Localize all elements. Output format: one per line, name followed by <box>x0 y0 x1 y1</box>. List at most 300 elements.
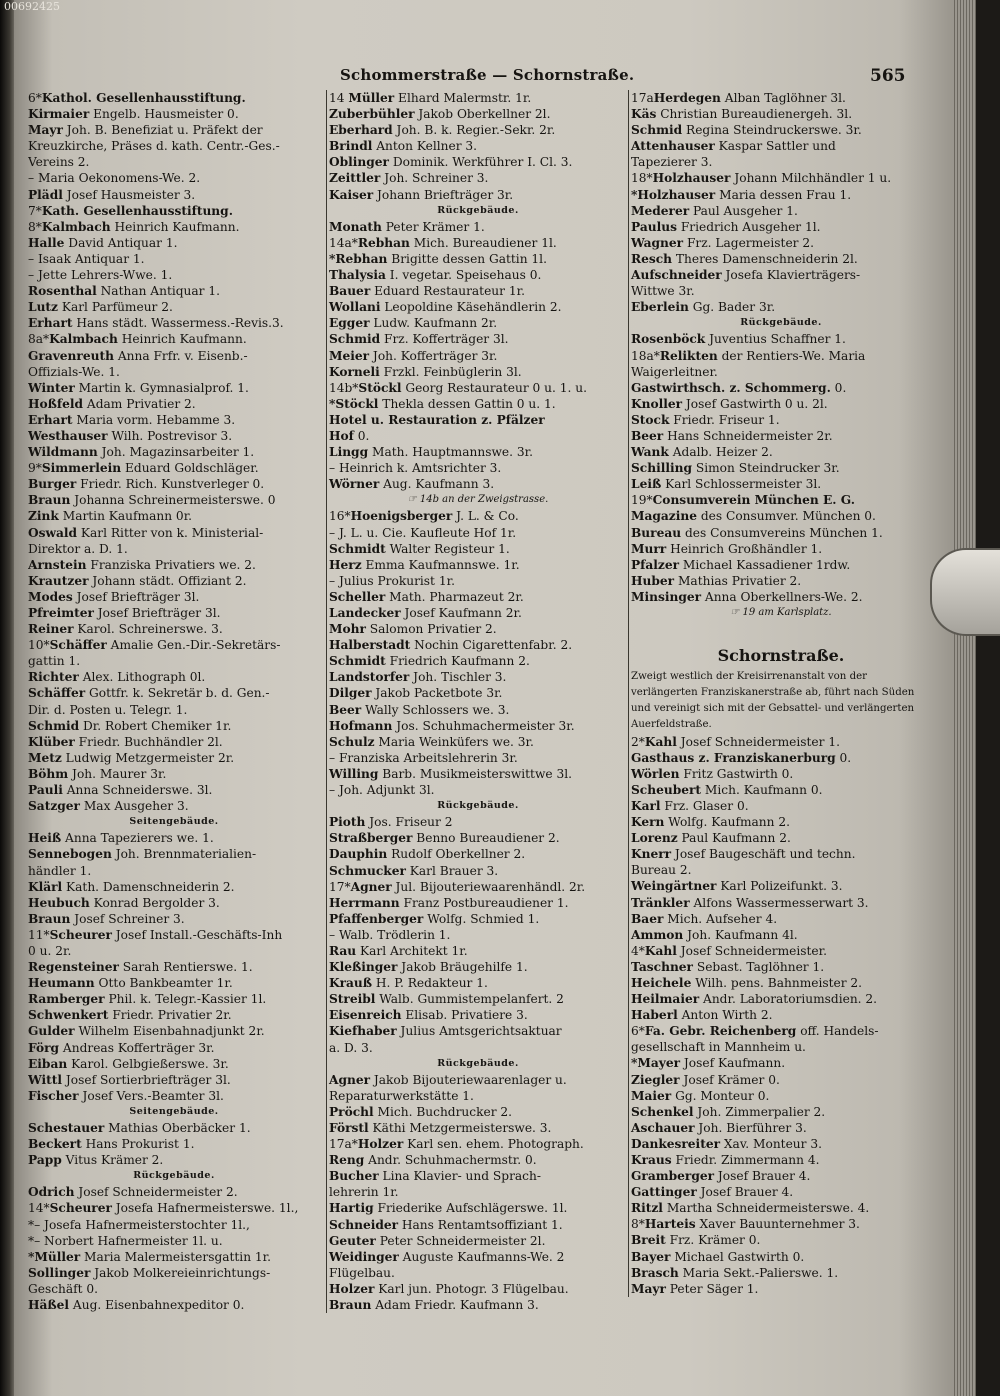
directory-entry <box>28 203 320 219</box>
entry-detail: Friedr. Buchhändler 2l. <box>74 734 223 749</box>
house-number: 19* <box>631 493 653 508</box>
entry-detail: Joh. Schreiner 3. <box>380 171 489 186</box>
directory-entry <box>329 1023 627 1039</box>
entry-name: Gulder <box>28 1024 75 1039</box>
entry-detail: Wilhelm Eisenbahnadjunkt 2r. <box>74 1024 265 1039</box>
directory-entry <box>329 863 627 879</box>
directory-entry <box>631 878 931 894</box>
entry-name: Klärl <box>28 879 63 894</box>
directory-entry <box>28 1104 320 1120</box>
entry-detail: Joh. Bierführer 3. <box>694 1120 807 1135</box>
entry-detail: Jul. Bijouteriewaarenhändl. 2r. <box>391 879 586 894</box>
directory-entry <box>631 219 931 235</box>
entry-detail: Heinrich Kaufmann. <box>110 219 240 234</box>
directory-entry <box>28 814 320 830</box>
entry-name: Pioth <box>329 815 366 830</box>
entry-name: Minsinger <box>631 589 702 604</box>
entry-detail: Mich. Kaufmann 0. <box>701 782 823 797</box>
house-number: 17a <box>631 91 654 105</box>
directory-entry <box>329 1104 627 1120</box>
entry-name: Papp <box>28 1153 62 1168</box>
entry-detail: Joh. Kofferträger 3r. <box>369 348 498 363</box>
entry-detail: Direktor a. D. 1. <box>28 541 128 556</box>
entry-name: Zuberbühler <box>329 107 415 122</box>
entry-name: Ziegler <box>631 1072 680 1087</box>
directory-entry <box>631 396 931 412</box>
entry-detail: Peter Säger 1. <box>665 1281 759 1296</box>
entry-name: Weingärtner <box>631 879 717 894</box>
entry-detail: Seitengebäude. <box>129 816 219 828</box>
directory-entry <box>631 315 931 331</box>
entry-detail: Gg. Monteur 0. <box>671 1088 770 1103</box>
entry-detail: Kaspar Sattler und <box>714 139 836 154</box>
directory-entry <box>28 605 320 621</box>
entry-name: Kathol. Gesellenhausstiftung. <box>41 91 246 105</box>
entry-detail: Eduard Restaurateur 1r. <box>370 284 525 299</box>
directory-entry <box>329 943 627 959</box>
entry-name: Satzger <box>28 799 80 814</box>
entry-name: Straßberger <box>329 831 413 846</box>
directory-entry <box>631 444 931 460</box>
entry-name: Gramberger <box>631 1169 715 1184</box>
directory-column-2 <box>326 90 627 1313</box>
directory-entry <box>329 1007 627 1023</box>
entry-name: Ritzl <box>631 1201 663 1216</box>
entry-detail: Friedr. Rich. Kunstverleger 0. <box>76 477 265 492</box>
directory-entry <box>631 1232 931 1248</box>
directory-entry <box>329 959 627 975</box>
entry-name: Lutz <box>28 300 58 315</box>
house-number: 8* <box>28 219 42 234</box>
directory-entry <box>28 428 320 444</box>
entry-detail: Engelb. Hausmeister 0. <box>89 107 239 122</box>
entry-name: Egger <box>329 316 370 331</box>
entry-detail: – Maria Oekonomens-We. 2. <box>28 171 201 186</box>
entry-name: Schäffer <box>49 638 107 653</box>
entry-name: Hoßfeld <box>28 396 84 411</box>
entry-detail: I. vegetar. Speisehaus 0. <box>385 268 542 283</box>
entry-name: Ramberger <box>28 992 105 1007</box>
directory-entry <box>28 1200 320 1216</box>
directory-entry <box>631 846 931 862</box>
entry-detail: Karol. Gelbgießerswe. 3r. <box>67 1056 229 1071</box>
entry-detail: Andr. Laboratoriumsdien. 2. <box>699 992 878 1007</box>
entry-detail: gesellschaft in Mannheim u. <box>631 1040 806 1055</box>
entry-detail: Gg. Bader 3r. <box>688 300 776 315</box>
directory-entry <box>329 814 627 830</box>
entry-name: Ammon <box>631 927 684 942</box>
entry-detail: Mich. Bureaudiener 1l. <box>409 235 557 250</box>
entry-name: Schulz <box>329 734 375 749</box>
entry-name: Mayr <box>28 123 63 138</box>
directory-entry <box>329 106 627 122</box>
entry-detail: Auguste Kaufmanns-We. 2 <box>398 1249 565 1264</box>
directory-entry <box>28 1265 320 1281</box>
entry-detail: Benno Bureaudiener 2. <box>412 831 560 846</box>
entry-detail: Seitengebäude. <box>129 1105 219 1117</box>
entry-name: Krauß <box>329 976 373 991</box>
entry-detail: Michael Gastwirth 0. <box>670 1249 805 1264</box>
entry-detail: Maria vorm. Hebamme 3. <box>72 412 236 427</box>
directory-entry <box>631 476 931 492</box>
directory-entry <box>329 669 627 685</box>
entry-detail: Brigitte dessen Gattin 1l. <box>387 251 547 266</box>
directory-entry <box>631 299 931 315</box>
directory-entry <box>329 1217 627 1233</box>
entry-detail: Martin k. Gymnasialprof. 1. <box>74 380 249 395</box>
entry-name: Braun <box>28 493 71 508</box>
entry-detail: Joh. Zimmerpalier 2. <box>693 1104 826 1119</box>
entry-name: Murr <box>631 541 667 556</box>
entry-detail: Aug. Eisenbahnexpeditor 0. <box>69 1298 245 1313</box>
entry-name: Wollani <box>329 300 381 315</box>
entry-detail: händler 1. <box>28 863 92 878</box>
entry-detail: Anton Kellner 3. <box>372 139 478 154</box>
directory-entry <box>631 798 931 814</box>
entry-name: Kleßinger <box>329 960 398 975</box>
directory-entry <box>631 991 931 1007</box>
entry-detail: Julius Amtsgerichtsaktuar <box>396 1024 562 1039</box>
entry-name: Schestauer <box>28 1121 105 1135</box>
house-number: 14* <box>28 1201 50 1216</box>
directory-entry <box>631 1104 931 1120</box>
entry-detail: Wilh. pens. Bahnmeister 2. <box>691 975 863 990</box>
entry-detail: Heinrich Kaufmann. <box>117 332 247 347</box>
directory-entry <box>28 637 320 653</box>
directory-entry <box>28 734 320 750</box>
entry-detail: Josef Schneidermeister 2. <box>74 1185 238 1200</box>
directory-entry <box>28 251 320 267</box>
directory-entry <box>28 331 320 347</box>
entry-name: Schenkel <box>631 1104 694 1119</box>
entry-detail: Frz. Kofferträger 3l. <box>380 332 509 347</box>
entry-detail: Josef Hausmeister 3. <box>62 187 196 202</box>
directory-entry <box>329 557 627 573</box>
entry-name: Weidinger <box>329 1249 399 1264</box>
entry-detail: Josef Brauer 4. <box>696 1185 794 1200</box>
directory-entry <box>631 364 931 380</box>
directory-entry <box>28 782 320 798</box>
directory-entry <box>631 1023 931 1039</box>
entry-detail: Friedrich Kaufmann 2. <box>385 654 530 669</box>
entry-detail: Frzkl. Feinbüglerin 3l. <box>379 364 522 379</box>
directory-entry <box>28 1040 320 1056</box>
directory-entry <box>631 460 931 476</box>
directory-entry <box>28 621 320 637</box>
entry-name: Harteis <box>644 1217 696 1232</box>
entry-detail: Josef Krämer 0. <box>679 1072 780 1087</box>
entry-name: Beer <box>631 428 664 443</box>
directory-entry <box>28 235 320 251</box>
directory-entry <box>28 170 320 186</box>
directory-entry <box>631 814 931 830</box>
entry-detail: Frz. Glaser 0. <box>660 798 749 813</box>
entry-name: Fischer <box>28 1088 79 1103</box>
entry-detail: verlängerten Franziskanerstraße ab, führt nach Süden <box>631 687 915 699</box>
corner-code: 00692425 <box>4 0 60 13</box>
directory-entry <box>631 782 931 798</box>
entry-name: Kahl <box>644 943 677 958</box>
entry-detail: Maria Weinküfers we. 3r. <box>374 734 534 749</box>
entry-detail: Karl Brauer 3. <box>405 863 499 878</box>
entry-name: *Mayer <box>631 1056 681 1071</box>
directory-entry <box>631 235 931 251</box>
directory-entry <box>28 348 320 364</box>
entry-name: Agner <box>329 1072 371 1087</box>
entry-detail: der Rentiers-We. Maria <box>717 348 866 363</box>
directory-entry <box>631 1200 931 1216</box>
entry-detail: 0. <box>353 428 370 443</box>
directory-entry <box>631 701 931 717</box>
entry-detail: Schornstraße. <box>717 646 845 666</box>
entry-name: Rosenthal <box>28 284 97 299</box>
directory-entry <box>329 766 627 782</box>
entry-name: Fa. Gebr. Reichenberg <box>644 1024 797 1039</box>
entry-detail: Rudolf Oberkellner 2. <box>387 847 526 862</box>
entry-detail: Martin Kaufmann 0r. <box>58 509 193 524</box>
entry-detail: – Isaak Antiquar 1. <box>28 251 145 266</box>
entry-detail: 0. <box>830 380 847 395</box>
directory-entry <box>28 991 320 1007</box>
entry-detail: Josefa Klavierträgers- <box>721 268 861 283</box>
entry-detail: Joh. Magazinsarbeiter 1. <box>97 445 255 460</box>
entry-name: Heichele <box>631 975 692 990</box>
entry-detail: Jos. Friseur 2 <box>365 815 453 830</box>
directory-entry <box>28 525 320 541</box>
entry-detail: Kreuzkirche, Präses d. kath. Centr.-Ges.- <box>28 139 280 154</box>
entry-name: Hof <box>329 428 354 443</box>
directory-entry <box>631 348 931 364</box>
entry-detail: Karl Polizeifunkt. 3. <box>716 879 843 894</box>
entry-detail: Dominik. Werkführer I. Cl. 3. <box>388 155 573 170</box>
directory-entry <box>28 573 320 589</box>
entry-name: Resch <box>631 251 673 266</box>
directory-entry <box>329 685 627 701</box>
directory-entry <box>329 476 627 492</box>
entry-detail: Friederike Aufschlägerswe. 1l. <box>373 1201 568 1216</box>
entry-name: Brindl <box>329 139 373 154</box>
entry-detail: Joh. Kaufmann 4l. <box>683 927 798 942</box>
entry-name: Sollinger <box>28 1265 91 1280</box>
directory-entry <box>329 1200 627 1216</box>
entry-detail: Fritz Gastwirth 0. <box>679 766 794 781</box>
directory-entry <box>28 1297 320 1313</box>
entry-name: Kiefhaber <box>329 1024 397 1039</box>
entry-name: Eiban <box>28 1056 68 1071</box>
directory-entry <box>631 1136 931 1152</box>
directory-entry <box>631 1184 931 1200</box>
entry-name: Aufschneider <box>631 268 722 283</box>
entry-name: Lingg <box>329 445 369 460</box>
entry-detail: Josef Install.-Geschäfts-Inh <box>111 927 283 942</box>
entry-name: Müller <box>348 91 395 105</box>
entry-name: Kirmaier <box>28 107 90 122</box>
directory-entry <box>329 911 627 927</box>
entry-name: Tränkler <box>631 895 690 910</box>
entry-name: Krautzer <box>28 573 89 588</box>
entry-detail: Maria Sekt.-Palierswe. 1. <box>678 1265 839 1280</box>
entry-detail: Joh. B. k. Regier.-Sekr. 2r. <box>392 123 556 138</box>
entry-detail: Paul Ausgeher 1. <box>689 203 798 218</box>
entry-detail: Tapezierer 3. <box>631 155 713 170</box>
entry-detail: 0. <box>835 750 852 765</box>
entry-detail: Bureau 2. <box>631 863 692 878</box>
entry-detail: Rückgebäude. <box>437 800 519 812</box>
entry-name: Schmidt <box>329 541 386 556</box>
entry-name: Pröchl <box>329 1104 374 1119</box>
entry-detail: Joh. Brennmaterialien- <box>111 847 257 862</box>
directory-entry <box>28 959 320 975</box>
entry-name: Arnstein <box>28 557 87 572</box>
entry-detail: – Joh. Adjunkt 3l. <box>329 783 435 798</box>
entry-detail: Lina Klavier- und Sprach- <box>378 1169 541 1184</box>
entry-name: Metz <box>28 750 62 765</box>
entry-detail: Anna Schneiderswe. 3l. <box>62 783 213 798</box>
entry-detail: Jos. Schuhmachermeister 3r. <box>392 718 575 733</box>
entry-detail: Theres Damenschneiderin 2l. <box>672 251 858 266</box>
entry-name: Schmidt <box>329 654 386 669</box>
entry-detail: Dr. Robert Chemiker 1r. <box>79 718 232 733</box>
directory-entry <box>329 460 627 476</box>
entry-name: Dilger <box>329 686 372 701</box>
directory-entry <box>329 637 627 653</box>
entry-detail: und vereinigt sich mit der Gebsattel- und verlängerten <box>631 703 915 715</box>
entry-name: Häßel <box>28 1298 70 1313</box>
directory-entry <box>329 396 627 412</box>
entry-detail: David Antiquar 1. <box>64 235 178 250</box>
house-number: 18a* <box>631 348 660 363</box>
directory-entry <box>329 492 627 508</box>
entry-name: Scheurer <box>49 1201 112 1216</box>
entry-name: Haberl <box>631 1008 678 1023</box>
directory-entry <box>329 879 627 895</box>
entry-detail: Dir. d. Posten u. Telegr. 1. <box>28 702 188 717</box>
directory-entry <box>28 460 320 476</box>
directory-entry <box>631 1007 931 1023</box>
entry-detail: des Consumvereins München 1. <box>681 525 883 540</box>
entry-detail: H. P. Redakteur 1. <box>372 976 488 991</box>
directory-entry <box>329 428 627 444</box>
entry-detail: Adalb. Heizer 2. <box>668 445 773 460</box>
entry-name: Herrmann <box>329 895 400 910</box>
house-number: 11* <box>28 927 50 942</box>
house-number: 17a* <box>329 1137 358 1152</box>
entry-name: Wagner <box>631 235 684 250</box>
directory-entry <box>329 1281 627 1297</box>
entry-detail: Salomon Privatier 2. <box>365 622 497 637</box>
directory-entry <box>28 315 320 331</box>
directory-entry <box>631 1039 931 1055</box>
entry-name: Käs <box>631 107 657 122</box>
directory-entry <box>329 444 627 460</box>
entry-detail: Eduard Goldschläger. <box>121 461 259 476</box>
entry-detail: Josefa Hafnermeisterswe. 1l., <box>111 1201 299 1216</box>
directory-entry <box>631 605 931 621</box>
directory-entry <box>329 1297 627 1313</box>
entry-name: Holzer <box>357 1137 404 1152</box>
entry-name: Förstl <box>329 1121 369 1135</box>
entry-detail: Anna Oberkellners-We. 2. <box>701 589 863 604</box>
entry-detail: Martha Schneidermeisterswe. 4. <box>662 1201 870 1216</box>
directory-entry <box>631 943 931 959</box>
entry-detail: Adam Privatier 2. <box>83 396 196 411</box>
directory-entry <box>631 927 931 943</box>
directory-entry <box>631 267 931 283</box>
entry-name: Meier <box>329 348 370 363</box>
house-number: 14 <box>329 91 349 105</box>
directory-entry <box>631 685 931 701</box>
entry-detail: Mich. Aufseher 4. <box>663 911 778 926</box>
house-number: 6* <box>631 1024 645 1039</box>
entry-name: Winter <box>28 380 75 395</box>
entry-name: Böhm <box>28 766 69 781</box>
entry-name: Beer <box>329 702 362 717</box>
entry-detail: gattin 1. <box>28 654 81 669</box>
entry-detail: Konrad Bergolder 3. <box>89 895 220 910</box>
entry-detail: Karl Parfümeur 2. <box>57 300 173 315</box>
entry-detail: Jakob Oberkellner 2l. <box>414 107 551 122</box>
directory-entry <box>329 798 627 814</box>
directory-entry <box>329 154 627 170</box>
directory-entry <box>329 846 627 862</box>
directory-entry <box>329 782 627 798</box>
entry-detail: Walter Registeur 1. <box>385 541 510 556</box>
entry-detail: Adam Friedr. Kaufmann 3. <box>371 1298 539 1313</box>
entry-detail: Frz. Lagermeister 2. <box>683 235 814 250</box>
directory-entry <box>28 557 320 573</box>
directory-entry <box>631 1168 931 1184</box>
entry-detail: Christian Bureaudienergeh. 3l. <box>656 107 853 122</box>
entry-name: Wildmann <box>28 445 98 460</box>
entry-detail: Nochin Cigarettenfabr. 2. <box>410 638 573 653</box>
entry-name: Bureau <box>631 525 682 540</box>
entry-detail: Xav. Monteur 3. <box>720 1136 822 1151</box>
entry-name: Regensteiner <box>28 960 119 975</box>
entry-name: Kath. Gesellenhausstiftung. <box>41 203 233 218</box>
entry-name: Westhauser <box>28 428 108 443</box>
entry-detail: Rückgebäude. <box>437 1057 519 1069</box>
entry-detail: Sarah Rentierswe. 1. <box>118 960 253 975</box>
entry-detail: a. D. 3. <box>329 1040 373 1055</box>
directory-entry <box>28 1249 320 1265</box>
directory-entry <box>28 1184 320 1200</box>
entry-name: Dauphin <box>329 847 388 862</box>
directory-entry <box>28 1007 320 1023</box>
entry-detail: Johann Briefträger 3r. <box>373 187 514 202</box>
house-number: 4* <box>631 943 645 958</box>
directory-entry <box>28 846 320 862</box>
entry-name: Huber <box>631 573 675 588</box>
directory-entry <box>329 1040 627 1056</box>
entry-name: Heubuch <box>28 895 90 910</box>
directory-entry <box>329 203 627 219</box>
entry-name: Breit <box>631 1233 666 1248</box>
entry-name: Kahl <box>644 734 677 749</box>
entry-name: Attenhauser <box>631 139 715 154</box>
entry-detail: Emma Kaufmannswe. 1r. <box>361 557 520 572</box>
entry-detail: Jakob Bijouteriewaarenlager u. <box>370 1072 567 1087</box>
entry-detail: Ludw. Kaufmann 2r. <box>369 316 498 331</box>
entry-name: Hartig <box>329 1201 374 1216</box>
directory-entry <box>631 895 931 911</box>
entry-name: Heilmaier <box>631 992 700 1007</box>
page-clip <box>930 548 1000 636</box>
entry-name: Braun <box>28 911 71 926</box>
directory-entry <box>28 685 320 701</box>
entry-detail: Zweigt westlich der Kreisirrenanstalt von der <box>631 671 868 683</box>
directory-entry <box>329 830 627 846</box>
directory-entry <box>631 1120 931 1136</box>
